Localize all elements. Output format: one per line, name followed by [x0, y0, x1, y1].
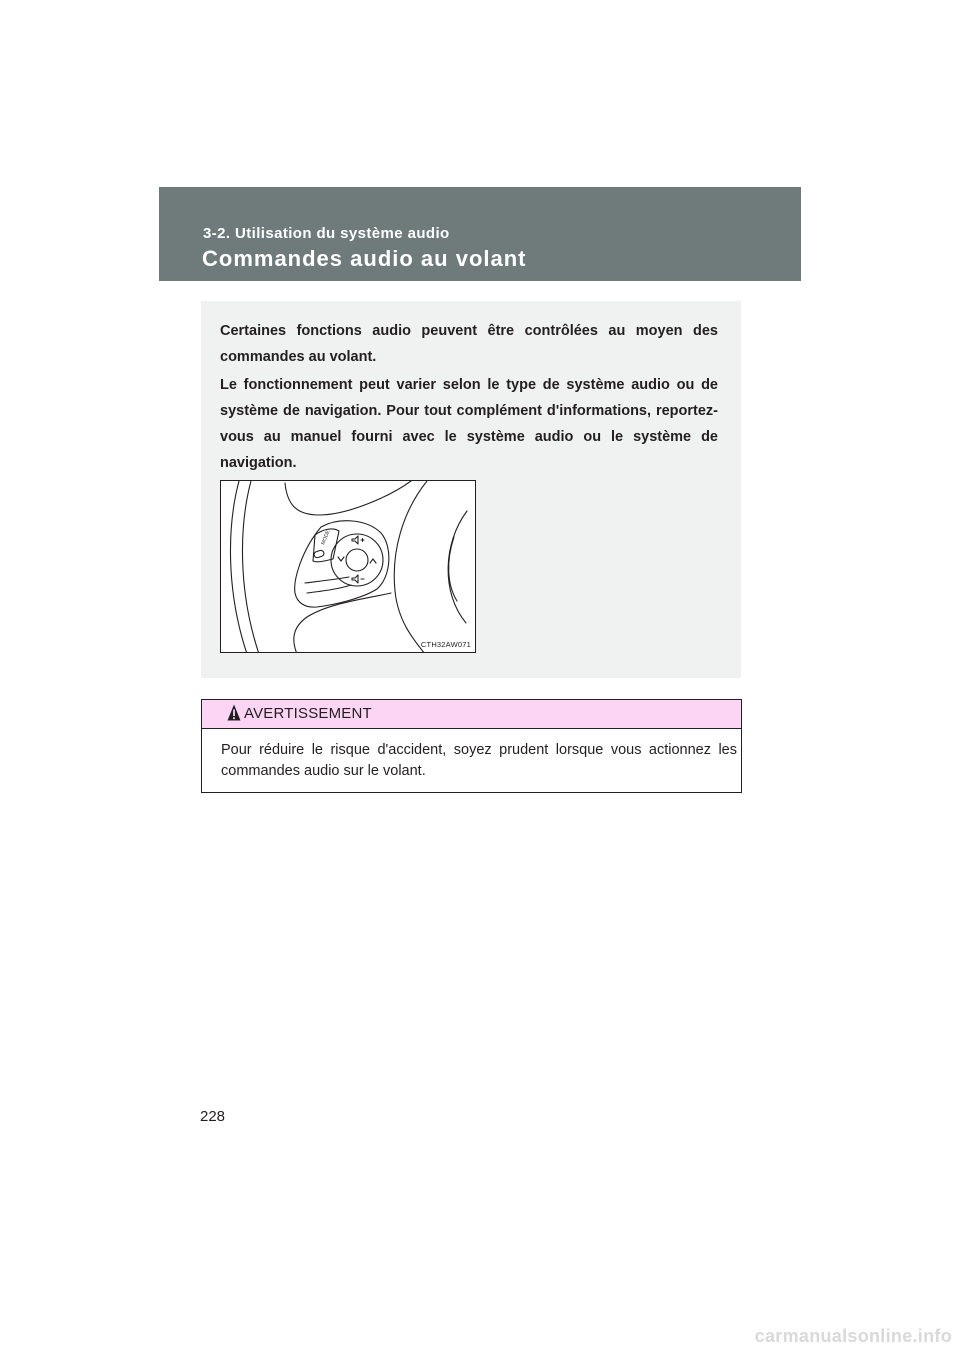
volume-down-icon [352, 575, 364, 583]
page-title: Commandes audio au volant [202, 246, 527, 271]
figure-code: CTH32AW071 [420, 640, 471, 649]
section-label: 3-2. Utilisation du système audio [203, 225, 450, 242]
intro-paragraph-2: Le fonctionnement peut varier selon le type de système audio ou de système de navigation. Pour tout complément d'informations, reportez-vous au manuel fourni avec le système audio ou le système de navigation. [220, 377, 718, 471]
intro-box [201, 301, 741, 678]
warning-title: AVERTISSEMENT [244, 705, 372, 722]
warning-triangle-icon [227, 704, 241, 721]
volume-up-icon [352, 536, 364, 544]
warning-header [202, 700, 741, 729]
intro-paragraph-1: Certaines fonctions audio peuvent être contrôlées au moyen des commandes au volant. [220, 323, 718, 365]
steering-wheel-switch-illustration [220, 480, 476, 653]
watermark: carmanualsonline.info [754, 1326, 952, 1346]
chapter-header-band [159, 187, 801, 281]
mode-switch-label: MODE [320, 529, 332, 546]
page-number: 228 [200, 1108, 226, 1125]
seek-down-chevron-icon [338, 557, 344, 561]
warning-box [201, 699, 742, 793]
warning-text: Pour réduire le risque d'accident, soyez prudent lorsque vous actionnez les commandes audio sur le volant. [221, 742, 737, 779]
seek-up-chevron-icon [370, 559, 376, 563]
